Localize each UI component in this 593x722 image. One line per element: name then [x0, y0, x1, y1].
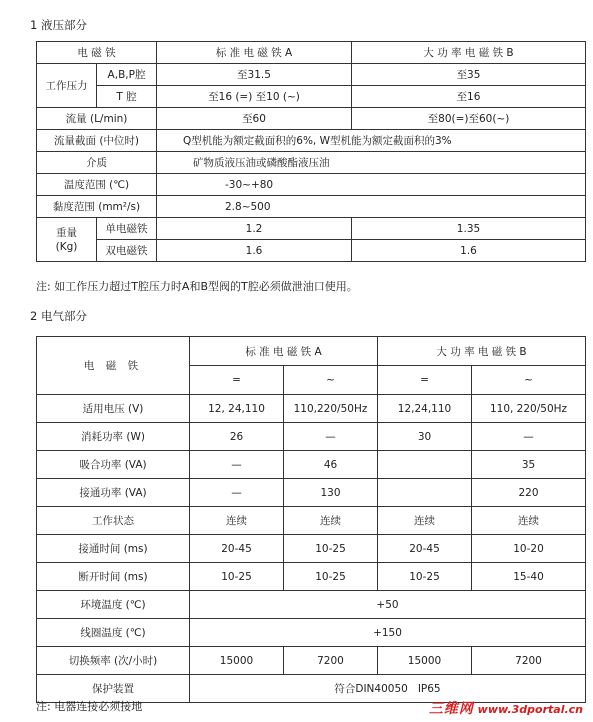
- off-time-b-ac: 15-40: [472, 563, 586, 591]
- coil-label: 线圈温度 (℃): [37, 619, 190, 647]
- freq-a-ac: 7200: [284, 647, 378, 675]
- pressure-abp-a: 至31.5: [157, 64, 352, 86]
- table-row: [37, 196, 586, 218]
- header-standard-a: 标 准 电 磁 铁 A: [157, 42, 352, 64]
- duty-a-dc: 连续: [190, 507, 284, 535]
- medium-label: 介质: [37, 152, 157, 174]
- inrush-b-ac: 220: [472, 479, 586, 507]
- power-b-ac: —: [472, 423, 586, 451]
- voltage-label: 适用电压 (V): [37, 395, 190, 423]
- voltage-b-ac: 110, 220/50Hz: [472, 395, 586, 423]
- header-a-ac: ~: [284, 366, 378, 395]
- off-time-a-dc: 10-25: [190, 563, 284, 591]
- weight-double-label: 双电磁铁: [97, 240, 157, 262]
- header-standard-a: 标 准 电 磁 铁 A: [190, 337, 378, 366]
- duty-label: 工作状态: [37, 507, 190, 535]
- voltage-a-dc: 12, 24,110: [190, 395, 284, 423]
- weight-label: 重量 (Kg): [37, 218, 97, 262]
- temp-label: 温度范围 (℃): [37, 174, 157, 196]
- duty-b-dc: 连续: [378, 507, 472, 535]
- pull-b-ac: 35: [472, 451, 586, 479]
- on-time-label: 接通时间 (ms): [37, 535, 190, 563]
- table-row: [37, 86, 586, 108]
- area-label: 流量截面 (中位时): [37, 130, 157, 152]
- pull-b-dc: [378, 451, 472, 479]
- table-row: [37, 647, 586, 675]
- off-time-b-dc: 10-25: [378, 563, 472, 591]
- voltage-a-ac: 110,220/50Hz: [284, 395, 378, 423]
- ambient-label: 环境温度 (℃): [37, 591, 190, 619]
- weight-double-b: 1.6: [352, 240, 586, 262]
- freq-b-dc: 15000: [378, 647, 472, 675]
- power-a-ac: —: [284, 423, 378, 451]
- off-time-label: 断开时间 (ms): [37, 563, 190, 591]
- flow-a: 至60: [157, 108, 352, 130]
- electrical-spec-table: [36, 336, 586, 703]
- header-high-power-b: 大 功 率 电 磁 铁 B: [352, 42, 586, 64]
- coil-value: +150: [190, 619, 586, 647]
- duty-a-ac: 连续: [284, 507, 378, 535]
- off-time-a-ac: 10-25: [284, 563, 378, 591]
- power-label: 消耗功率 (W): [37, 423, 190, 451]
- freq-a-dc: 15000: [190, 647, 284, 675]
- pressure-t-a: 至16 (=) 至10 (~): [157, 86, 352, 108]
- table-row: [37, 507, 586, 535]
- on-time-b-dc: 20-45: [378, 535, 472, 563]
- pressure-label: 工作压力: [37, 64, 97, 108]
- protection-value: 符合DIN40050 IP65: [190, 675, 586, 703]
- table-row: [37, 64, 586, 86]
- weight-single-b: 1.35: [352, 218, 586, 240]
- section1-note: 注: 如工作压力超过T腔压力时A和B型阀的T腔必须做泄油口使用。: [36, 280, 358, 293]
- header-b-ac: ~: [472, 366, 586, 395]
- hydraulic-spec-table: [36, 41, 586, 262]
- pull-a-ac: 46: [284, 451, 378, 479]
- watermark: [429, 698, 583, 718]
- pull-a-dc: —: [190, 451, 284, 479]
- table-row: [37, 395, 586, 423]
- table-row: [37, 479, 586, 507]
- weight-single-a: 1.2: [157, 218, 352, 240]
- pressure-abp-b: 至35: [352, 64, 586, 86]
- table-row: [37, 563, 586, 591]
- viscosity-label: 黏度范围 (mm²/s): [37, 196, 157, 218]
- section2-title: 2 电气部分: [30, 309, 87, 323]
- power-b-dc: 30: [378, 423, 472, 451]
- power-a-dc: 26: [190, 423, 284, 451]
- watermark-cn: 三维网: [428, 701, 474, 717]
- table-row: [37, 619, 586, 647]
- temp-value: -30~+80: [157, 174, 586, 196]
- table-row: [37, 240, 586, 262]
- table-row: [37, 174, 586, 196]
- pressure-t-label: T 腔: [97, 86, 157, 108]
- section1-title: 1 液压部分: [30, 18, 87, 32]
- on-time-a-dc: 20-45: [190, 535, 284, 563]
- duty-b-ac: 连续: [472, 507, 586, 535]
- header-b-dc: =: [378, 366, 472, 395]
- weight-single-label: 单电磁铁: [97, 218, 157, 240]
- freq-b-ac: 7200: [472, 647, 586, 675]
- table-row: [37, 423, 586, 451]
- weight-double-a: 1.6: [157, 240, 352, 262]
- table-row: [37, 591, 586, 619]
- header-electromagnet: 电 磁 铁: [37, 337, 190, 395]
- flow-b: 至80(=)至60(~): [352, 108, 586, 130]
- header-a-dc: =: [190, 366, 284, 395]
- table-row: [37, 451, 586, 479]
- table-row: [37, 535, 586, 563]
- inrush-a-dc: —: [190, 479, 284, 507]
- medium-value: 矿物质液压油或磷酸酯液压油: [157, 152, 586, 174]
- table-row: [37, 130, 586, 152]
- table-row: [37, 218, 586, 240]
- inrush-label: 接通功率 (VA): [37, 479, 190, 507]
- flow-label: 流量 (L/min): [37, 108, 157, 130]
- on-time-b-ac: 10-20: [472, 535, 586, 563]
- table-row: [37, 108, 586, 130]
- voltage-b-dc: 12,24,110: [378, 395, 472, 423]
- inrush-a-ac: 130: [284, 479, 378, 507]
- header-high-power-b: 大 功 率 电 磁 铁 B: [378, 337, 586, 366]
- header-electromagnet: 电 磁 铁: [37, 42, 157, 64]
- pressure-t-b: 至16: [352, 86, 586, 108]
- freq-label: 切换频率 (次/小时): [37, 647, 190, 675]
- pull-label: 吸合功率 (VA): [37, 451, 190, 479]
- protection-label: 保护装置: [37, 675, 190, 703]
- viscosity-value: 2.8~500: [157, 196, 586, 218]
- watermark-url: www.3dportal.cn: [477, 703, 583, 716]
- pressure-abp-label: A,B,P腔: [97, 64, 157, 86]
- table-row: [37, 152, 586, 174]
- inrush-b-dc: [378, 479, 472, 507]
- on-time-a-ac: 10-25: [284, 535, 378, 563]
- section2-note: 注: 电器连接必须接地: [36, 700, 143, 713]
- table-row: [37, 42, 586, 64]
- ambient-value: +50: [190, 591, 586, 619]
- table-row: [37, 337, 586, 366]
- area-value: Q型机能为额定截面积的6%, W型机能为额定截面积的3%: [157, 130, 586, 152]
